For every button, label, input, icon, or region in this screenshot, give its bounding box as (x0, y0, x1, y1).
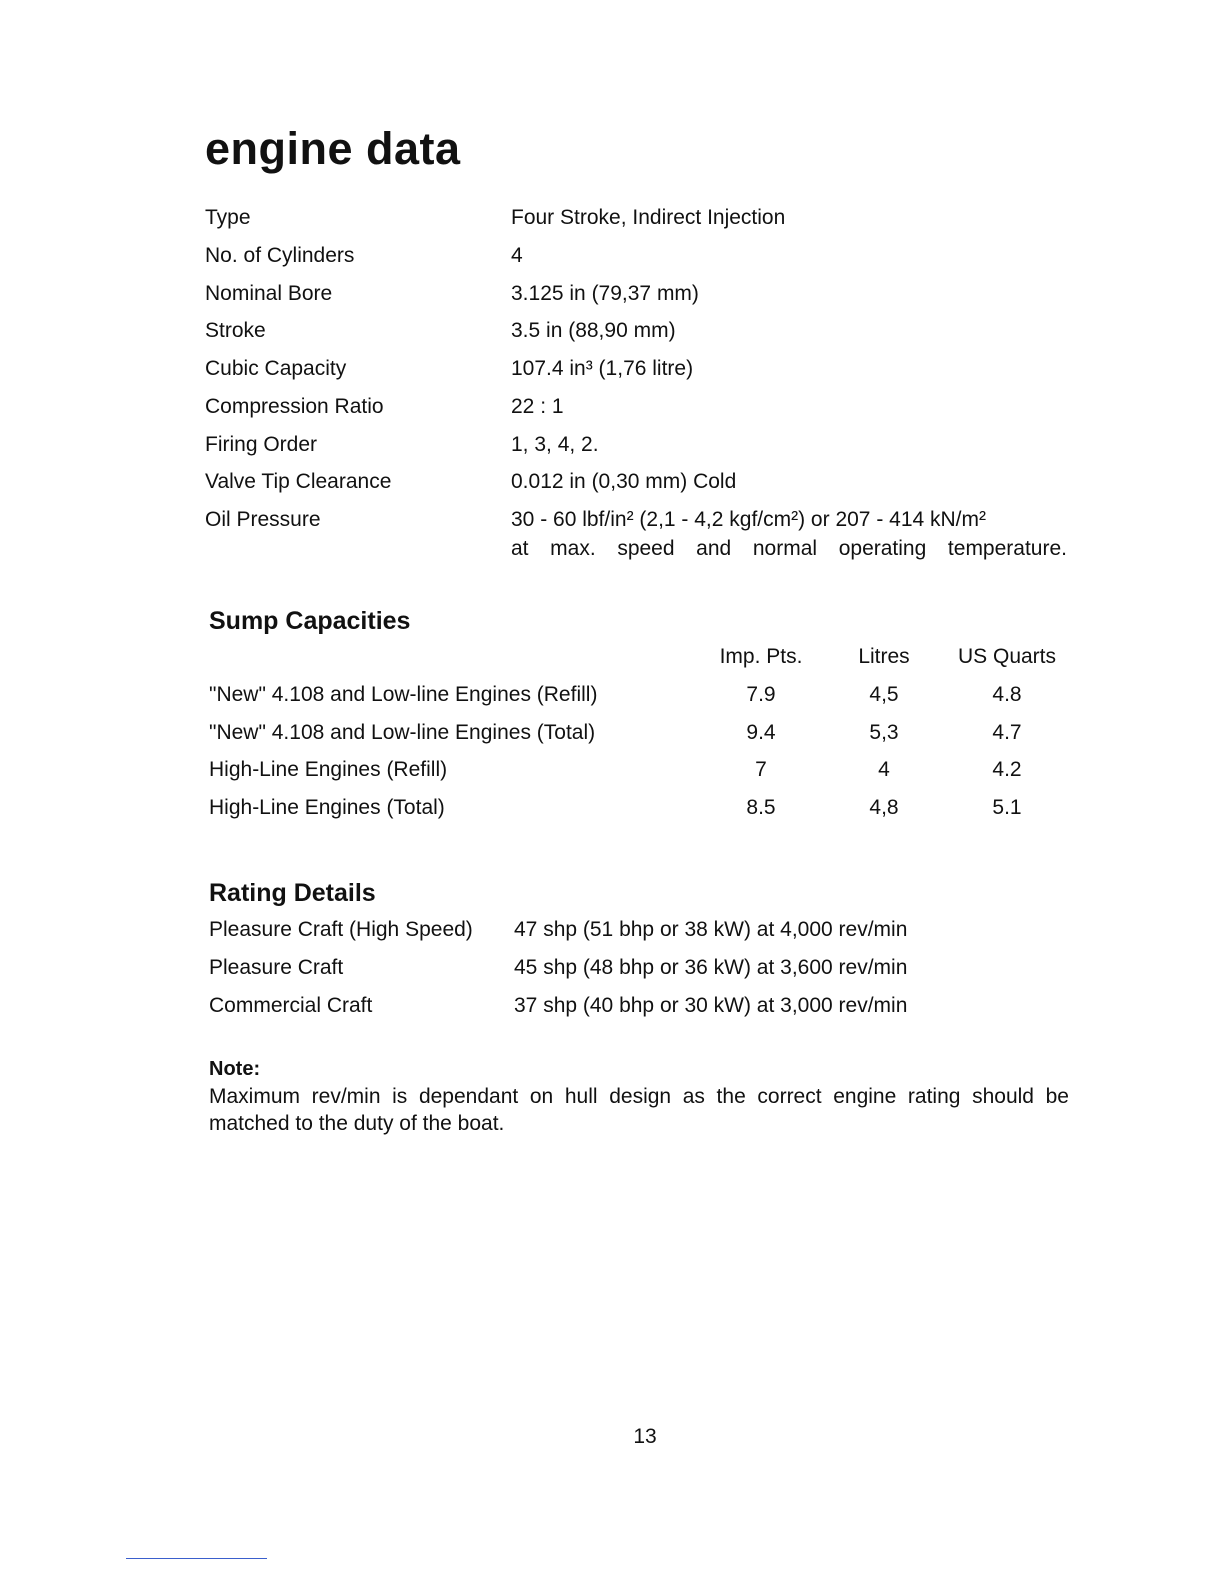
spec-row-compression (0, 394, 1224, 432)
page-number: 13 (633, 1425, 657, 1448)
spec-row-stroke (0, 318, 1224, 356)
note-text: Maximum rev/min is dependant on hull design as the correct engine rating should be matched to the duty of the boat. (209, 1085, 1069, 1135)
spec-value: 22 : 1 (511, 395, 564, 418)
sump-us-quarts: 5.1 (992, 796, 1022, 819)
spec-label: Valve Tip Clearance (205, 470, 392, 493)
spec-row-capacity (0, 356, 1224, 394)
sump-litres: 4,8 (869, 796, 899, 819)
table-row (0, 795, 1224, 833)
sump-imp-pts: 7.9 (746, 683, 776, 706)
spec-value: Four Stroke, Indirect Injection (511, 206, 786, 229)
rating-label: Pleasure Craft (209, 956, 344, 979)
sump-us-quarts: 4.7 (992, 721, 1022, 744)
spec-label: Oil Pressure (205, 508, 321, 531)
rating-value: 37 shp (40 bhp or 30 kW) at 3,000 rev/min (514, 994, 908, 1017)
spec-label: Type (205, 206, 251, 229)
spec-value: 3.125 in (79,37 mm) (511, 282, 699, 305)
spec-value: 3.5 in (88,90 mm) (511, 319, 676, 342)
spec-row-type (0, 205, 1224, 243)
spec-row-oil-pressure (0, 507, 1224, 567)
sump-us-quarts: 4.8 (992, 683, 1022, 706)
spec-label: Cubic Capacity (205, 357, 347, 380)
rating-value: 47 shp (51 bhp or 38 kW) at 4,000 rev/min (514, 918, 908, 941)
section-heading-rating: Rating Details (209, 879, 376, 907)
table-row (0, 720, 1224, 758)
footer-rule (126, 1558, 267, 1559)
spec-value-continuation: at max. speed and normal operating temperature. (511, 537, 1067, 560)
table-row (0, 955, 1224, 993)
spec-value: 107.4 in³ (1,76 litre) (511, 357, 694, 380)
column-header-us-quarts: US Quarts (957, 645, 1057, 668)
section-heading-sump: Sump Capacities (209, 607, 411, 635)
column-header-litres: Litres (858, 645, 910, 668)
sump-imp-pts: 9.4 (746, 721, 776, 744)
table-row (0, 757, 1224, 795)
sump-row-label: "New" 4.108 and Low-line Engines (Refill) (209, 683, 598, 706)
spec-value: 1, 3, 4, 2. (511, 433, 599, 456)
page-title: engine data (205, 123, 461, 174)
spec-row-valve-clearance (0, 469, 1224, 507)
note-heading: Note: (209, 1058, 261, 1080)
sump-imp-pts: 7 (755, 758, 767, 781)
column-header-imp-pts: Imp. Pts. (719, 645, 803, 668)
sump-litres: 4 (878, 758, 890, 781)
spec-value: 0.012 in (0,30 mm) Cold (511, 470, 737, 493)
sump-litres: 5,3 (869, 721, 899, 744)
spec-label: Compression Ratio (205, 395, 384, 418)
sump-imp-pts: 8.5 (746, 796, 776, 819)
spec-row-bore (0, 281, 1224, 319)
spec-row-cylinders (0, 243, 1224, 281)
sump-row-label: High-Line Engines (Total) (209, 796, 445, 819)
spec-label: Stroke (205, 319, 266, 342)
table-row (0, 993, 1224, 1031)
spec-label: No. of Cylinders (205, 244, 355, 267)
spec-row-firing-order (0, 432, 1224, 470)
sump-us-quarts: 4.2 (992, 758, 1022, 781)
spec-label: Firing Order (205, 433, 318, 456)
sump-column-headers (0, 644, 1224, 682)
spec-value: 30 - 60 lbf/in² (2,1 - 4,2 kgf/cm²) or 207 - 414 kN/m² (511, 508, 987, 531)
rating-label: Commercial Craft (209, 994, 373, 1017)
rating-label: Pleasure Craft (High Speed) (209, 918, 473, 941)
sump-litres: 4,5 (869, 683, 899, 706)
sump-row-label: "New" 4.108 and Low-line Engines (Total) (209, 721, 596, 744)
table-row (0, 917, 1224, 955)
rating-value: 45 shp (48 bhp or 36 kW) at 3,600 rev/min (514, 956, 908, 979)
sump-row-label: High-Line Engines (Refill) (209, 758, 448, 781)
table-row (0, 682, 1224, 720)
spec-value: 4 (511, 244, 523, 267)
spec-label: Nominal Bore (205, 282, 333, 305)
